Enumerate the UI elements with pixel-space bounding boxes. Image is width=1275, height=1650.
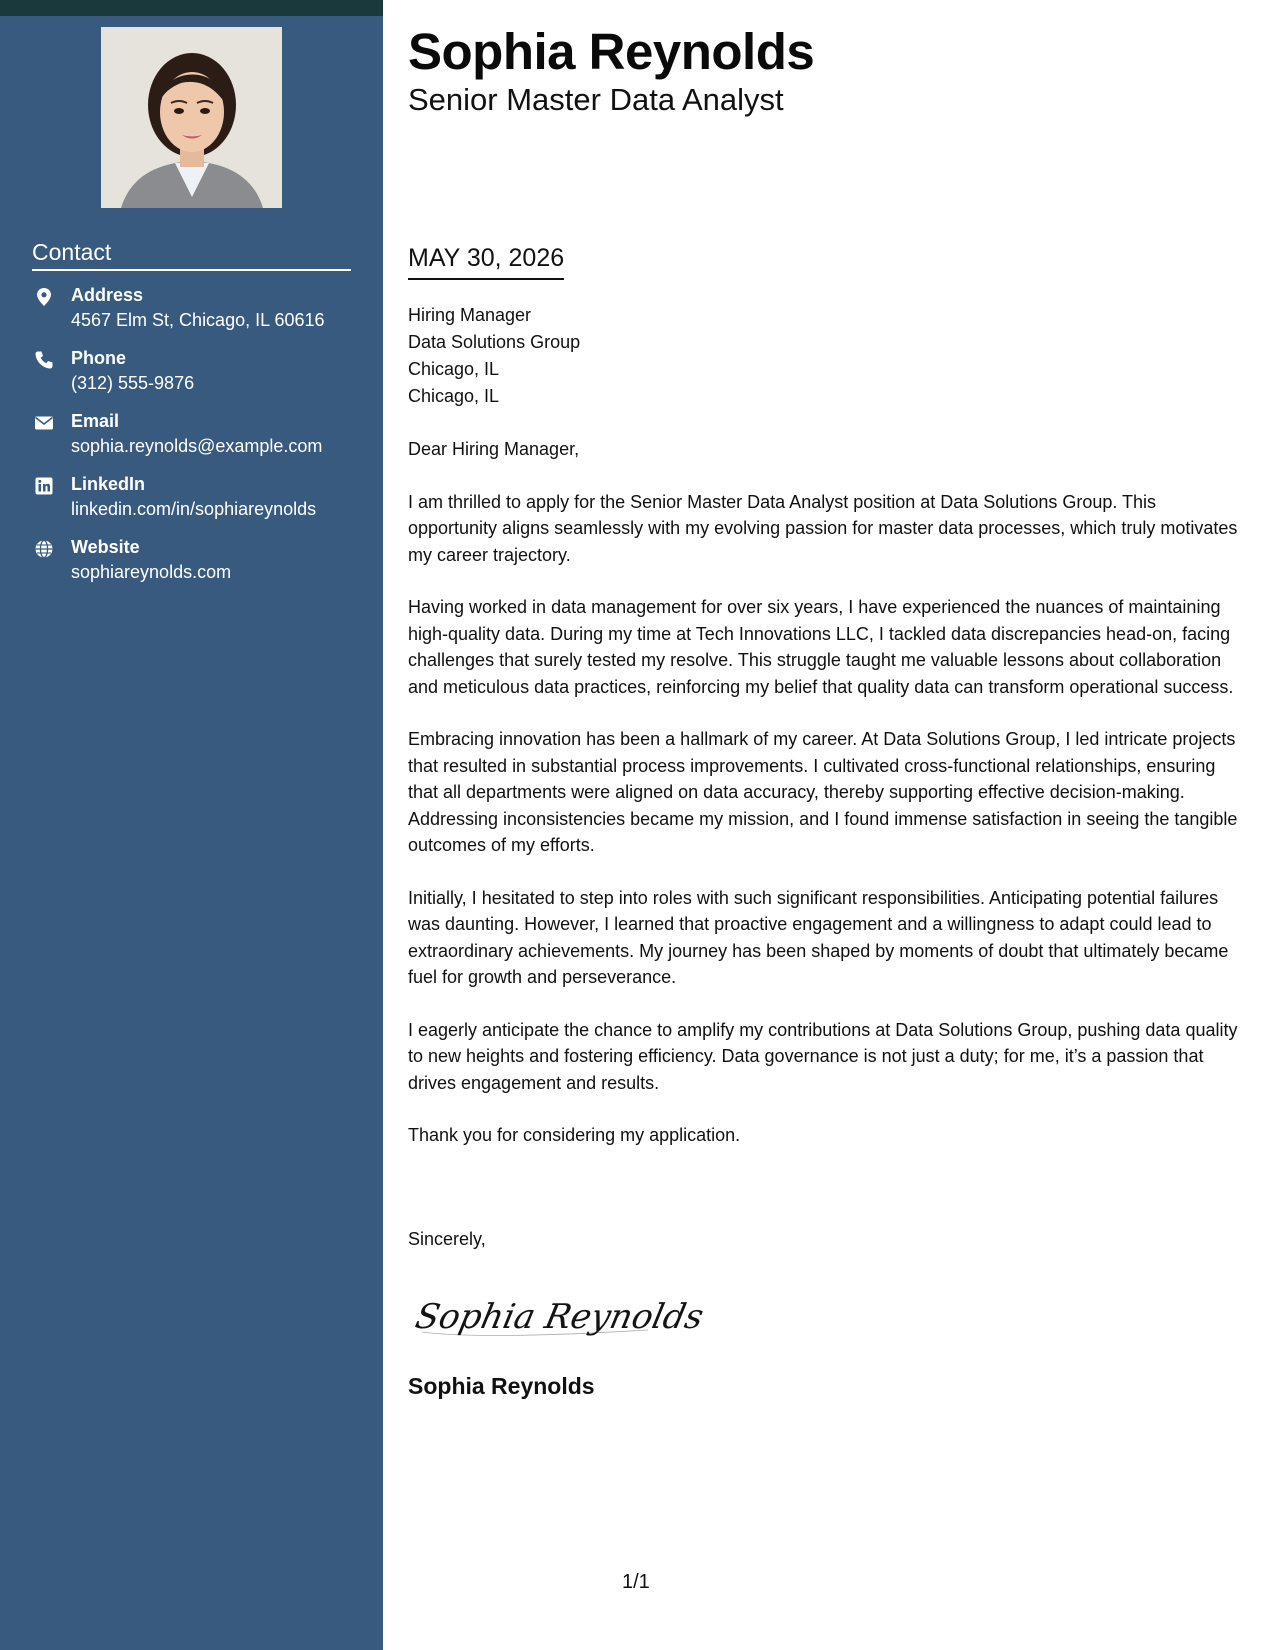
svg-text:Sophia Reynolds: Sophia Reynolds	[411, 1297, 708, 1337]
body-paragraph: Thank you for considering my application.	[408, 1125, 741, 1145]
contact-heading: Contact	[32, 239, 351, 271]
signed-name: Sophia Reynolds	[408, 1373, 595, 1399]
website-value[interactable]: sophiareynolds.com	[71, 562, 232, 582]
linkedin-icon	[34, 476, 54, 496]
map-pin-icon	[34, 287, 54, 307]
contact-label: Website	[71, 537, 140, 557]
avatar-photo	[101, 27, 282, 208]
contact-item-phone	[32, 348, 377, 411]
avatar	[101, 27, 282, 208]
letter-body	[408, 436, 1238, 1175]
contact-item-address	[32, 285, 377, 348]
body-paragraph: I am thrilled to apply for the Senior Master Data Analyst position at Data Solutions Group. This opportunity aligns seamlessly with my evolving passion for master data processes, which truly motivates my career trajectory.	[408, 491, 1238, 565]
email-value[interactable]: sophia.reynolds@example.com	[71, 436, 323, 456]
contact-label: Phone	[71, 348, 127, 368]
phone-value[interactable]: (312) 555-9876	[71, 373, 195, 393]
contact-label: LinkedIn	[71, 474, 146, 494]
body-paragraph: Embracing innovation has been a hallmark of my career. At Data Solutions Group, I led intricate projects that resulted in substantial process improvements. I cultivated cross-functional relationships, ensuring that all departments were aligned on data accuracy, thereby supporting effective decision-making. Addressing inconsistencies became my mission, and I found immense satisfaction in seeing the tangible outcomes of my efforts.	[408, 729, 1238, 855]
contact-label: Address	[71, 285, 144, 305]
recipient-block	[408, 302, 580, 410]
body-paragraph: Initially, I hesitated to step into roles with such significant responsibilities. Anticipating potential failures was daunting. However, I learned that proactive engagement and a willingness to adapt could lead to extraordinary achievements. My journey has been shaped by moments of doubt that ultimately became fuel for growth and perseverance.	[408, 887, 1229, 987]
body-paragraph: I eagerly anticipate the chance to amplify my contributions at Data Solutions Group, pushing data quality to new heights and fostering efficiency. Data governance is not just a duty; for me, it’s a passion that drives engagement and results.	[408, 1019, 1238, 1093]
signature-image	[408, 1280, 708, 1350]
candidate-role: Senior Master Data Analyst	[408, 82, 784, 117]
phone-icon	[34, 350, 54, 370]
letter-date: MAY 30, 2026	[408, 244, 564, 280]
sidebar-top-bar	[0, 0, 383, 16]
closing: Sincerely,	[408, 1229, 486, 1249]
recipient-line: Chicago, IL	[408, 386, 500, 406]
contact-item-website	[32, 537, 377, 600]
page-number: 1/1	[622, 1571, 650, 1593]
contact-item-email	[32, 411, 377, 474]
recipient-line: Data Solutions Group	[408, 332, 581, 352]
candidate-name: Sophia Reynolds	[408, 23, 815, 80]
contact-label: Email	[71, 411, 120, 431]
signature-graphic	[408, 1280, 708, 1350]
recipient-line: Hiring Manager	[408, 305, 532, 325]
globe-icon	[34, 539, 54, 559]
recipient-line: Chicago, IL	[408, 359, 500, 379]
greeting: Dear Hiring Manager,	[408, 439, 580, 459]
envelope-icon	[34, 413, 54, 433]
sidebar	[0, 0, 383, 1650]
contact-list	[32, 285, 377, 600]
linkedin-value[interactable]: linkedin.com/in/sophiareynolds	[71, 499, 317, 519]
contact-item-linkedin	[32, 474, 377, 537]
address-value: 4567 Elm St, Chicago, IL 60616	[71, 310, 325, 330]
body-paragraph: Having worked in data management for over six years, I have experienced the nuances of maintaining high-quality data. During my time at Tech Innovations LLC, I tackled data discrepancies head-on, facing challenges that surely tested my resolve. This struggle taught me valuable lessons about collaboration and meticulous data practices, reinforcing my belief that quality data can transform operational success.	[408, 597, 1234, 697]
